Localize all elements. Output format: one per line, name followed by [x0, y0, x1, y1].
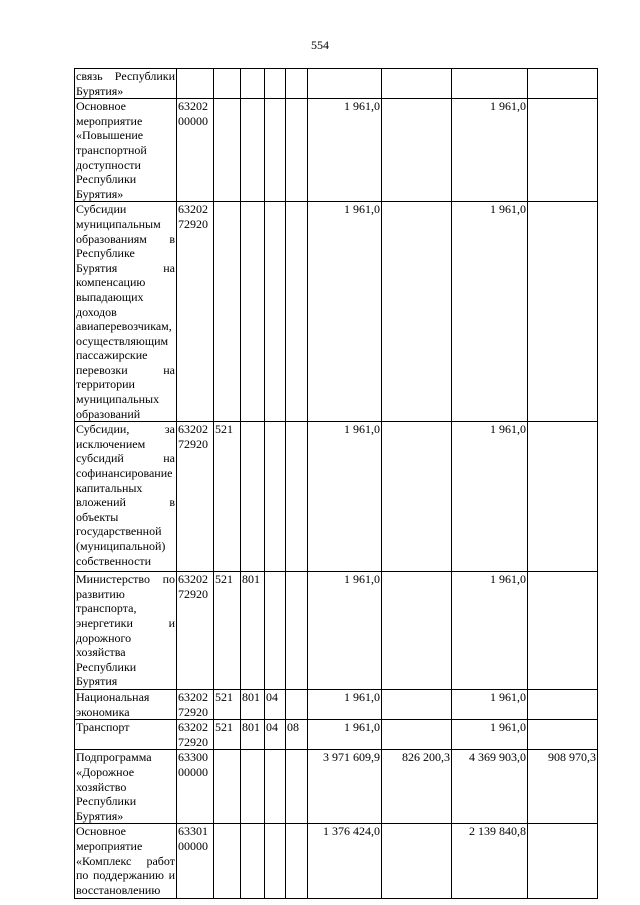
- amount-cell-3: 1 961,0: [452, 202, 528, 422]
- subsection-cell: [265, 69, 286, 99]
- amount-cell-4: [528, 99, 598, 202]
- name-cell: Основное мероприятие «Повышение транспортной доступности Республики Бурятия»: [75, 99, 177, 202]
- amount-cell-4: [528, 422, 598, 572]
- name-cell: Субсидии муниципальным образованиям в Республике Бурятия на компенсацию выпадающих доходов авиаперевозчикам, осуществляющим пассажирские перевозки на территории муниципальных образований: [76, 202, 175, 421]
- amount-cell-1: 1 961,0: [308, 572, 382, 690]
- table-row: [75, 750, 598, 824]
- extra-code-cell: [286, 572, 308, 690]
- amount-cell-2: [382, 202, 452, 422]
- subsection-cell: [265, 202, 286, 422]
- code-cell: 6320272920: [177, 720, 214, 750]
- amount-cell-4: [528, 69, 598, 99]
- amount-cell-2: [382, 422, 452, 572]
- amount-cell-4: [528, 202, 598, 422]
- amount-cell-1: 1 376 424,0: [308, 824, 382, 899]
- grbs-cell: [214, 69, 241, 99]
- table-row: [75, 690, 598, 720]
- amount-cell-2: 826 200,3: [382, 750, 452, 824]
- grbs-cell: 521: [214, 572, 241, 690]
- extra-code-cell: [286, 202, 308, 422]
- amount-cell-1: 1 961,0: [308, 202, 382, 422]
- code-cell: 6320272920: [177, 202, 214, 422]
- amount-cell-2: [382, 572, 452, 690]
- section-cell: 801: [241, 690, 265, 720]
- name-cell: Национальная экономика: [75, 690, 177, 720]
- section-cell: 801: [241, 720, 265, 750]
- amount-cell-3: 1 961,0: [452, 720, 528, 750]
- section-cell: [241, 202, 265, 422]
- section-cell: [241, 69, 265, 99]
- table-row: [75, 422, 598, 572]
- amount-cell-3: 4 369 903,0: [452, 750, 528, 824]
- extra-code-cell: [286, 690, 308, 720]
- name-cell: Субсидии, за исключением субсидий на софинансирование капитальных вложений в объекты государственной (муниципальной) собственности: [75, 422, 177, 572]
- page-number: 554: [311, 38, 329, 52]
- amount-cell-4: [528, 720, 598, 750]
- amount-cell-3: 1 961,0: [452, 690, 528, 720]
- subsection-cell: [265, 824, 286, 899]
- section-cell: [241, 750, 265, 824]
- extra-code-cell: [286, 69, 308, 99]
- code-cell: 6320200000: [177, 99, 214, 202]
- subsection-cell: [265, 422, 286, 572]
- extra-code-cell: [286, 422, 308, 572]
- table-row: [75, 69, 598, 99]
- subsection-cell: [265, 572, 286, 690]
- table-row: [75, 720, 598, 750]
- table-row: [75, 99, 598, 202]
- code-cell: 6330100000: [177, 824, 214, 899]
- subsection-cell: 04: [265, 690, 286, 720]
- amount-cell-1: [308, 69, 382, 99]
- grbs-cell: [214, 99, 241, 202]
- table-row: [75, 572, 598, 690]
- code-cell: 6320272920: [177, 690, 214, 720]
- code-cell: 6330000000: [177, 750, 214, 824]
- amount-cell-1: 1 961,0: [308, 720, 382, 750]
- section-cell: [241, 422, 265, 572]
- subsection-cell: [265, 99, 286, 202]
- amount-cell-3: 1 961,0: [452, 99, 528, 202]
- section-cell: [241, 824, 265, 899]
- subsection-cell: 04: [265, 720, 286, 750]
- grbs-cell: [214, 202, 241, 422]
- amount-cell-1: 3 971 609,9: [308, 750, 382, 824]
- table-row: [75, 824, 598, 899]
- table-row: [75, 202, 598, 422]
- budget-table: [74, 68, 598, 899]
- amount-cell-4: [528, 572, 598, 690]
- code-cell: 6320272920: [177, 572, 214, 690]
- amount-cell-2: [382, 690, 452, 720]
- grbs-cell: 521: [214, 720, 241, 750]
- amount-cell-4: [528, 824, 598, 899]
- grbs-cell: 521: [214, 422, 241, 572]
- extra-code-cell: [286, 750, 308, 824]
- amount-cell-3: 1 961,0: [452, 572, 528, 690]
- code-cell: 6320272920: [177, 422, 214, 572]
- amount-cell-1: 1 961,0: [308, 99, 382, 202]
- amount-cell-1: 1 961,0: [308, 690, 382, 720]
- amount-cell-4: 908 970,3: [528, 750, 598, 824]
- grbs-cell: 521: [214, 690, 241, 720]
- amount-cell-2: [382, 99, 452, 202]
- extra-code-cell: [286, 99, 308, 202]
- name-cell: Основное мероприятие «Комплекс работ по поддержанию и восстановлению: [75, 824, 177, 899]
- amount-cell-1: 1 961,0: [308, 422, 382, 572]
- grbs-cell: [214, 750, 241, 824]
- amount-cell-2: [382, 720, 452, 750]
- code-cell: [177, 69, 214, 99]
- name-cell: Транспорт: [75, 720, 177, 750]
- amount-cell-2: [382, 824, 452, 899]
- grbs-cell: [214, 824, 241, 899]
- name-cell: связь Республики Бурятия»: [76, 69, 175, 98]
- table-body: [75, 69, 598, 899]
- amount-cell-2: [382, 69, 452, 99]
- amount-cell-3: 2 139 840,8: [452, 824, 528, 899]
- name-cell: Министерство по развитию транспорта, энергетики и дорожного хозяйства Республики Бурятия: [76, 572, 175, 689]
- subsection-cell: [265, 750, 286, 824]
- amount-cell-4: [528, 690, 598, 720]
- amount-cell-3: 1 961,0: [452, 422, 528, 572]
- extra-code-cell: 08: [286, 720, 308, 750]
- extra-code-cell: [286, 824, 308, 899]
- section-cell: 801: [241, 572, 265, 690]
- section-cell: [241, 99, 265, 202]
- name-cell: Подпрограмма «Дорожное хозяйство Республики Бурятия»: [75, 750, 177, 824]
- amount-cell-3: [452, 69, 528, 99]
